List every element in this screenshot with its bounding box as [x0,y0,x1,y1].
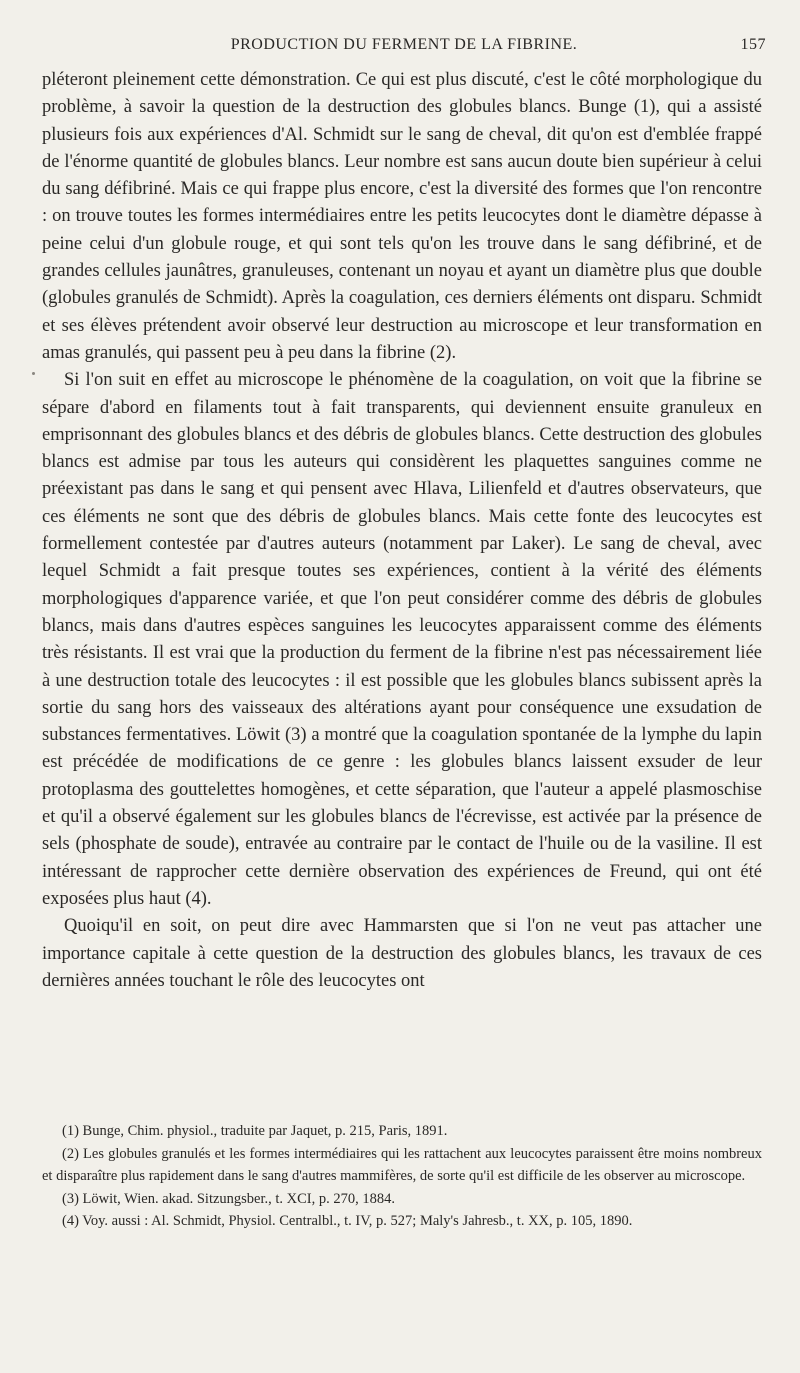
running-title: PRODUCTION DU FERMENT DE LA FIBRINE. [230,36,578,53]
running-header [42,36,766,58]
margin-mark [32,372,35,375]
page-number: 157 [740,36,766,53]
footnote: (2) Les globules granulés et les formes intermédiaires qui les rattachent aux leucocytes paraissent être moins nombreux et disparaître plus rapidement dans le sang d'autres mammifères, de sorte qu'il est difficile de les observer au microscope. [42,1145,762,1184]
paragraph: Quoiqu'il en soit, on peut dire avec Hammarsten que si l'on ne veut pas attacher une importance capitale à cette question de la destruction des globules blancs, les travaux de ces dernières années touchant le rôle des leucocytes ont [42,916,762,991]
footnote: (1) Bunge, Chim. physiol., traduite par Jaquet, p. 215, Paris, 1891. [62,1123,448,1139]
paragraph: Si l'on suit en effet au microscope le phénomène de la coagulation, on voit que la fibrine se sépare d'abord en filaments tout à fait transparents, qui deviennent ensuite granuleux en emprisonnant des globules blancs et des débris de globules blancs. Cette destruction des globules blancs est admise par tous les auteurs qui considèrent les plaquettes sanguines comme ne préexistant pas dans le sang et qui pensent avec Hlava, Lilienfeld et d'autres observateurs, que ces éléments ne sont que des débris de globules blancs. Mais cette fonte des leucocytes est formellement contestée par d'autres auteurs (notamment par Laker). Le sang de cheval, avec lequel Schmidt a fait presque toutes ses expériences, contient à la vérité des éléments morphologiques d'apparence variée, et que l'on peut considérer comme des débris de globules blancs, mais dans d'autres espèces sanguines les leucocytes apparaissent comme des éléments très résistants. Il est vrai que la production du ferment de la fibrine n'est pas nécessairement liée à une destruction totale des leucocytes : il est possible que les globules blancs subissent après la sortie du sang hors des vaisseaux des altérations ayant pour conséquence une exsudation de substances fermentatives. Löwit (3) a montré que la coagulation spontanée de la lymphe du lapin est précédée de modifications de ce genre : les globules blancs laissent exsuder de leur protoplasma des gouttelettes homogènes, et cette séparation, que l'auteur a appelé plasmoschise et qu'il a observé également sur les globules blancs de l'écrevisse, est activée par la présence de sels (phosphate de soude), entravée au contraire par le contact de l'huile ou de la vasiline. Il est intéressant de rapprocher cette dernière observation des expériences de Freund, qui ont été exposées plus haut (4). [42,370,762,909]
footnotes [42,1120,762,1233]
footnote: (3) Löwit, Wien. akad. Sitzungsber., t. XCI, p. 270, 1884. [62,1190,396,1207]
main-text [42,67,762,995]
paragraph: pléteront pleinement cette démonstration. Ce qui est plus discuté, c'est le côté morphologique du problème, à savoir la question de la destruction des globules blancs. Bunge (1), qui a assisté plusieurs fois aux expériences d'Al. Schmidt sur le sang de cheval, dit qu'on est d'emblée frappé de l'énorme quantité de globules blancs. Leur nombre est sans aucun doute bien supérieur à celui du sang défibriné. Mais ce qui frappe plus encore, c'est la diversité des formes que l'on rencontre : on trouve toutes les formes intermédiaires entre les petits leucocytes dont le diamètre dépasse à peine celui d'un globule rouge, et qui sont tels qu'on les trouve dans le sang défibriné, et de grandes cellules jaunâtres, granuleuses, contenant un noyau et ayant un diamètre plus que double (globules granulés de Schmidt). Après la coagulation, ces derniers éléments ont disparu. Schmidt et ses élèves prétendent avoir observé leur destruction au microscope et leur transformation en amas granulés, qui passent peu à peu dans la fibrine (2). [42,70,762,363]
footnote: (4) Voy. aussi : Al. Schmidt, Physiol. Centralbl., t. IV, p. 527; Maly's Jahresb., t. XX, p. 105, 1890. [62,1213,633,1229]
